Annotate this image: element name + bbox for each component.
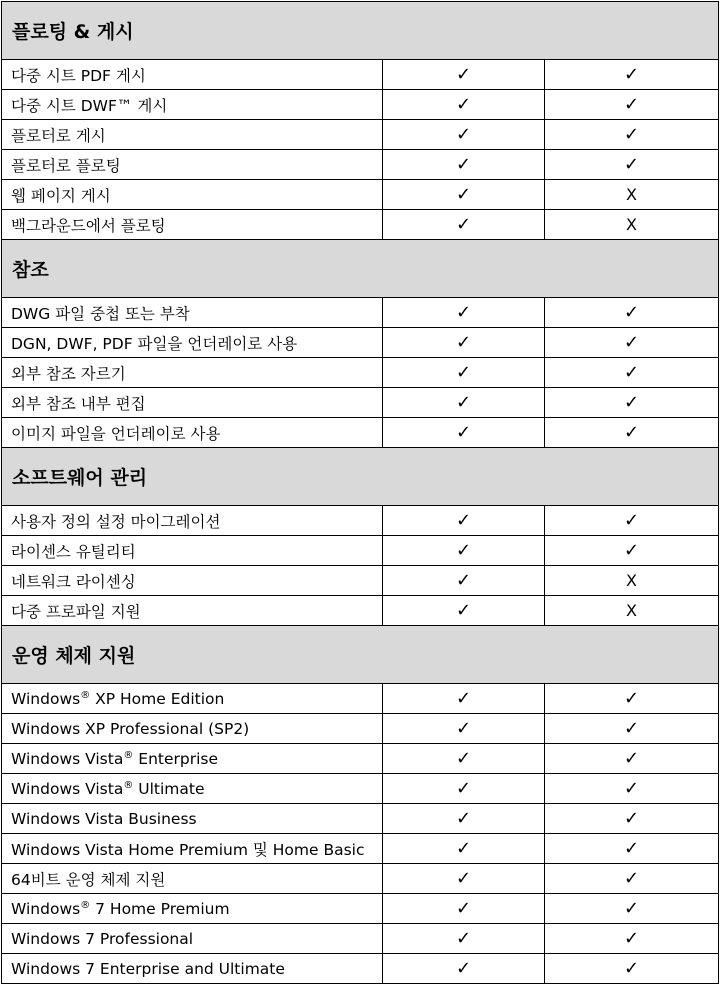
- table-row: [2, 834, 719, 864]
- feature-name: 다중 프로파일 지원: [11, 602, 141, 621]
- product-b-support-mark: ✓: [545, 684, 719, 714]
- feature-name-cell: [2, 60, 383, 90]
- product-a-support-mark: ✓: [383, 596, 545, 626]
- product-a-support-mark: ✓: [383, 774, 545, 804]
- feature-name: 외부 참조 내부 편집: [11, 394, 146, 413]
- feature-name: 플로터로 게시: [11, 126, 106, 145]
- product-a-support-mark: ✓: [383, 388, 545, 418]
- table-row: [2, 924, 719, 954]
- table-row: [2, 774, 719, 804]
- feature-name: Windows: [11, 689, 81, 708]
- section-header-row: [2, 240, 719, 298]
- product-a-support-mark: ✓: [383, 834, 545, 864]
- feature-comparison-table: [1, 1, 719, 984]
- registered-mark: ®: [123, 749, 134, 761]
- table-row: [2, 210, 719, 240]
- feature-name: 다중 시트 DWF™ 게시: [11, 96, 168, 115]
- product-a-support-mark: ✓: [383, 744, 545, 774]
- product-b-support-mark: X: [545, 180, 719, 210]
- table-row: [2, 596, 719, 626]
- product-b-support-mark: ✓: [545, 90, 719, 120]
- feature-name-cell: [2, 714, 383, 744]
- table-row: [2, 954, 719, 984]
- product-b-support-mark: X: [545, 566, 719, 596]
- table-row: [2, 180, 719, 210]
- feature-name-cell: [2, 506, 383, 536]
- table-row: [2, 90, 719, 120]
- feature-name-rest: Ultimate: [133, 779, 205, 798]
- product-a-support-mark: ✓: [383, 298, 545, 328]
- feature-name-cell: [2, 774, 383, 804]
- feature-name-cell: [2, 388, 383, 418]
- feature-name-cell: [2, 566, 383, 596]
- table-row: [2, 714, 719, 744]
- product-b-support-mark: ✓: [545, 506, 719, 536]
- product-a-support-mark: ✓: [383, 328, 545, 358]
- product-b-support-mark: ✓: [545, 774, 719, 804]
- product-b-support-mark: X: [545, 210, 719, 240]
- product-b-support-mark: ✓: [545, 418, 719, 448]
- product-a-support-mark: ✓: [383, 120, 545, 150]
- registered-mark: ®: [80, 899, 91, 911]
- product-a-support-mark: ✓: [383, 536, 545, 566]
- product-a-support-mark: ✓: [383, 566, 545, 596]
- feature-name: Windows Vista Business: [11, 809, 197, 828]
- feature-name: Windows XP Professional (SP2): [11, 719, 250, 738]
- table-row: [2, 536, 719, 566]
- feature-name-cell: [2, 298, 383, 328]
- product-a-support-mark: ✓: [383, 90, 545, 120]
- product-a-support-mark: ✓: [383, 894, 545, 924]
- feature-name: Windows: [11, 899, 81, 918]
- feature-name-cell: [2, 596, 383, 626]
- feature-name: 네트워크 라이센싱: [11, 572, 136, 591]
- product-b-support-mark: ✓: [545, 744, 719, 774]
- product-a-support-mark: ✓: [383, 506, 545, 536]
- product-b-support-mark: ✓: [545, 298, 719, 328]
- section-header-row: [2, 2, 719, 60]
- feature-name-cell: [2, 684, 383, 714]
- registered-mark: ®: [123, 779, 134, 791]
- section-header-row: [2, 448, 719, 506]
- table-row: [2, 744, 719, 774]
- product-a-support-mark: ✓: [383, 210, 545, 240]
- product-a-support-mark: ✓: [383, 714, 545, 744]
- product-b-support-mark: ✓: [545, 804, 719, 834]
- table-row: [2, 804, 719, 834]
- feature-name: 64비트 운영 체제 지원: [11, 870, 166, 889]
- product-b-support-mark: ✓: [545, 834, 719, 864]
- feature-name: DGN, DWF, PDF 파일을 언더레이로 사용: [11, 334, 298, 353]
- product-a-support-mark: ✓: [383, 924, 545, 954]
- product-b-support-mark: ✓: [545, 894, 719, 924]
- feature-name-cell: [2, 804, 383, 834]
- product-a-support-mark: ✓: [383, 954, 545, 984]
- feature-name-cell: [2, 150, 383, 180]
- table-row: [2, 506, 719, 536]
- product-a-support-mark: ✓: [383, 418, 545, 448]
- product-b-support-mark: ✓: [545, 388, 719, 418]
- product-b-support-mark: ✓: [545, 954, 719, 984]
- product-a-support-mark: ✓: [383, 60, 545, 90]
- table-row: [2, 120, 719, 150]
- product-a-support-mark: ✓: [383, 180, 545, 210]
- product-a-support-mark: ✓: [383, 804, 545, 834]
- product-b-support-mark: ✓: [545, 864, 719, 894]
- product-a-support-mark: ✓: [383, 864, 545, 894]
- feature-name: Windows Vista Home Premium 및 Home Basic: [11, 840, 365, 859]
- feature-name: 사용자 정의 설정 마이그레이션: [11, 512, 221, 531]
- feature-name-cell: [2, 834, 383, 864]
- feature-name: Windows Vista: [11, 749, 124, 768]
- product-a-support-mark: ✓: [383, 150, 545, 180]
- table-row: [2, 150, 719, 180]
- product-a-support-mark: ✓: [383, 358, 545, 388]
- product-b-support-mark: ✓: [545, 120, 719, 150]
- section-title: 참조: [2, 240, 719, 298]
- table-row: [2, 566, 719, 596]
- product-b-support-mark: ✓: [545, 924, 719, 954]
- feature-name-cell: [2, 954, 383, 984]
- feature-name: 다중 시트 PDF 게시: [11, 66, 146, 85]
- feature-name: Windows 7 Professional: [11, 929, 194, 948]
- feature-name: 플로터로 플로팅: [11, 156, 121, 175]
- table-row: [2, 298, 719, 328]
- feature-name: Windows Vista: [11, 779, 124, 798]
- feature-name-cell: [2, 924, 383, 954]
- feature-name: 이미지 파일을 언더레이로 사용: [11, 424, 221, 443]
- product-b-support-mark: ✓: [545, 328, 719, 358]
- table-row: [2, 864, 719, 894]
- feature-name-cell: [2, 864, 383, 894]
- product-b-support-mark: ✓: [545, 714, 719, 744]
- feature-table-body: [2, 2, 719, 984]
- product-b-support-mark: X: [545, 596, 719, 626]
- feature-name: 백그라운드에서 플로팅: [11, 216, 166, 235]
- feature-name-cell: [2, 328, 383, 358]
- feature-name-cell: [2, 418, 383, 448]
- table-row: [2, 418, 719, 448]
- feature-name-cell: [2, 180, 383, 210]
- table-row: [2, 60, 719, 90]
- feature-name: 라이센스 유틸리티: [11, 542, 136, 561]
- feature-name-rest: XP Home Edition: [90, 689, 225, 708]
- feature-name-cell: [2, 210, 383, 240]
- feature-name: Windows 7 Enterprise and Ultimate: [11, 959, 285, 978]
- feature-name: 외부 참조 자르기: [11, 364, 126, 383]
- product-b-support-mark: ✓: [545, 358, 719, 388]
- table-row: [2, 894, 719, 924]
- section-title: 운영 체제 지원: [2, 626, 719, 684]
- product-b-support-mark: ✓: [545, 60, 719, 90]
- feature-name-cell: [2, 90, 383, 120]
- product-b-support-mark: ✓: [545, 536, 719, 566]
- product-b-support-mark: ✓: [545, 150, 719, 180]
- feature-name: DWG 파일 중첩 또는 부착: [11, 304, 190, 323]
- table-row: [2, 358, 719, 388]
- section-title: 소프트웨어 관리: [2, 448, 719, 506]
- feature-name-cell: [2, 120, 383, 150]
- registered-mark: ®: [80, 689, 91, 701]
- product-a-support-mark: ✓: [383, 684, 545, 714]
- feature-name-rest: 7 Home Premium: [90, 899, 230, 918]
- feature-name-cell: [2, 894, 383, 924]
- feature-name: 웹 페이지 게시: [11, 186, 111, 205]
- table-row: [2, 328, 719, 358]
- feature-name-cell: [2, 536, 383, 566]
- section-title: 플로팅 & 게시: [2, 2, 719, 60]
- feature-name-cell: [2, 358, 383, 388]
- feature-name-cell: [2, 744, 383, 774]
- feature-name-rest: Enterprise: [133, 749, 219, 768]
- section-header-row: [2, 626, 719, 684]
- table-row: [2, 388, 719, 418]
- table-row: [2, 684, 719, 714]
